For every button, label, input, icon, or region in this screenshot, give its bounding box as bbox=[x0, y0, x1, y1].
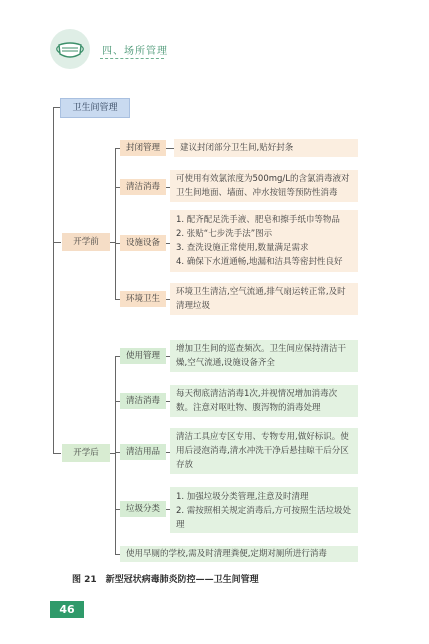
desc-supplies: 清洁工具应专区专用、专物专用,做好标识。使用后浸泡消毒,清水冲洗干净后悬挂晾干后分区存放 bbox=[170, 428, 358, 474]
stage-before-school: 开学前 bbox=[62, 233, 110, 251]
facilities-line: 4. 确保下水道通畅,地漏和洁具等密封性良好 bbox=[176, 257, 343, 267]
footer-note: 使用早厕的学校,需及时清理粪便,定期对厕所进行消毒 bbox=[120, 546, 358, 562]
garbage-line: 2. 需按照相关规定消毒后,方可按照生活垃圾处理 bbox=[176, 506, 352, 530]
desc-garbage bbox=[170, 487, 358, 533]
branch-tick bbox=[166, 148, 174, 149]
mask-icon bbox=[50, 29, 90, 69]
desc-facilities bbox=[170, 210, 358, 272]
category-cleaning-after: 清洁消毒 bbox=[120, 393, 166, 409]
category-usage: 使用管理 bbox=[120, 348, 166, 364]
category-closure: 封闭管理 bbox=[120, 140, 166, 156]
before-link bbox=[53, 242, 61, 243]
desc-cleaning-before: 可使用有效氯浓度为500mg/L的含氯消毒液对卫生间地面、墙面、冲水按钮等预防性消毒 bbox=[170, 170, 358, 202]
stage-after-school: 开学后 bbox=[62, 444, 110, 462]
desc-cleaning-after: 每天彻底清洁消毒1次,并视情况增加消毒次数。注意对呕吐物、腹泻物的消毒处理 bbox=[170, 385, 358, 417]
facilities-line: 1. 配齐配足洗手液、肥皂和擦手纸巾等物品 bbox=[176, 215, 340, 225]
root-node: 卫生间管理 bbox=[60, 98, 130, 118]
root-connector bbox=[53, 107, 54, 453]
garbage-line: 1. 加强垃圾分类管理,注意及时清理 bbox=[176, 492, 309, 502]
header-divider bbox=[100, 58, 164, 59]
desc-environment: 环境卫生清洁,空气流通,排气扇运转正常,及时清理垃圾 bbox=[170, 283, 358, 315]
page-number: 46 bbox=[50, 601, 84, 618]
desc-closure: 建议封闭部分卫生间,贴好封条 bbox=[174, 139, 358, 157]
before-branch-connector bbox=[115, 148, 116, 299]
section-title: 四、场所管理 bbox=[102, 46, 168, 57]
facilities-line: 2. 张贴“七步洗手法”图示 bbox=[176, 229, 273, 239]
category-supplies: 清洁用品 bbox=[120, 444, 166, 460]
after-link bbox=[53, 453, 61, 454]
category-facilities: 设施设备 bbox=[120, 235, 166, 251]
after-branch-connector bbox=[115, 356, 116, 554]
category-environment: 环境卫生 bbox=[120, 291, 166, 307]
root-link bbox=[53, 107, 60, 108]
facilities-line: 3. 查洗设施正常使用,数量满足需求 bbox=[176, 243, 309, 253]
figure-caption: 图 21 新型冠状病毒肺炎防控——卫生间管理 bbox=[72, 575, 259, 585]
category-cleaning-before: 清洁消毒 bbox=[120, 179, 166, 195]
category-garbage: 垃圾分类 bbox=[120, 501, 166, 517]
desc-usage: 增加卫生间的巡查频次。卫生间应保持清洁干燥,空气流通,设施设备齐全 bbox=[170, 340, 358, 372]
